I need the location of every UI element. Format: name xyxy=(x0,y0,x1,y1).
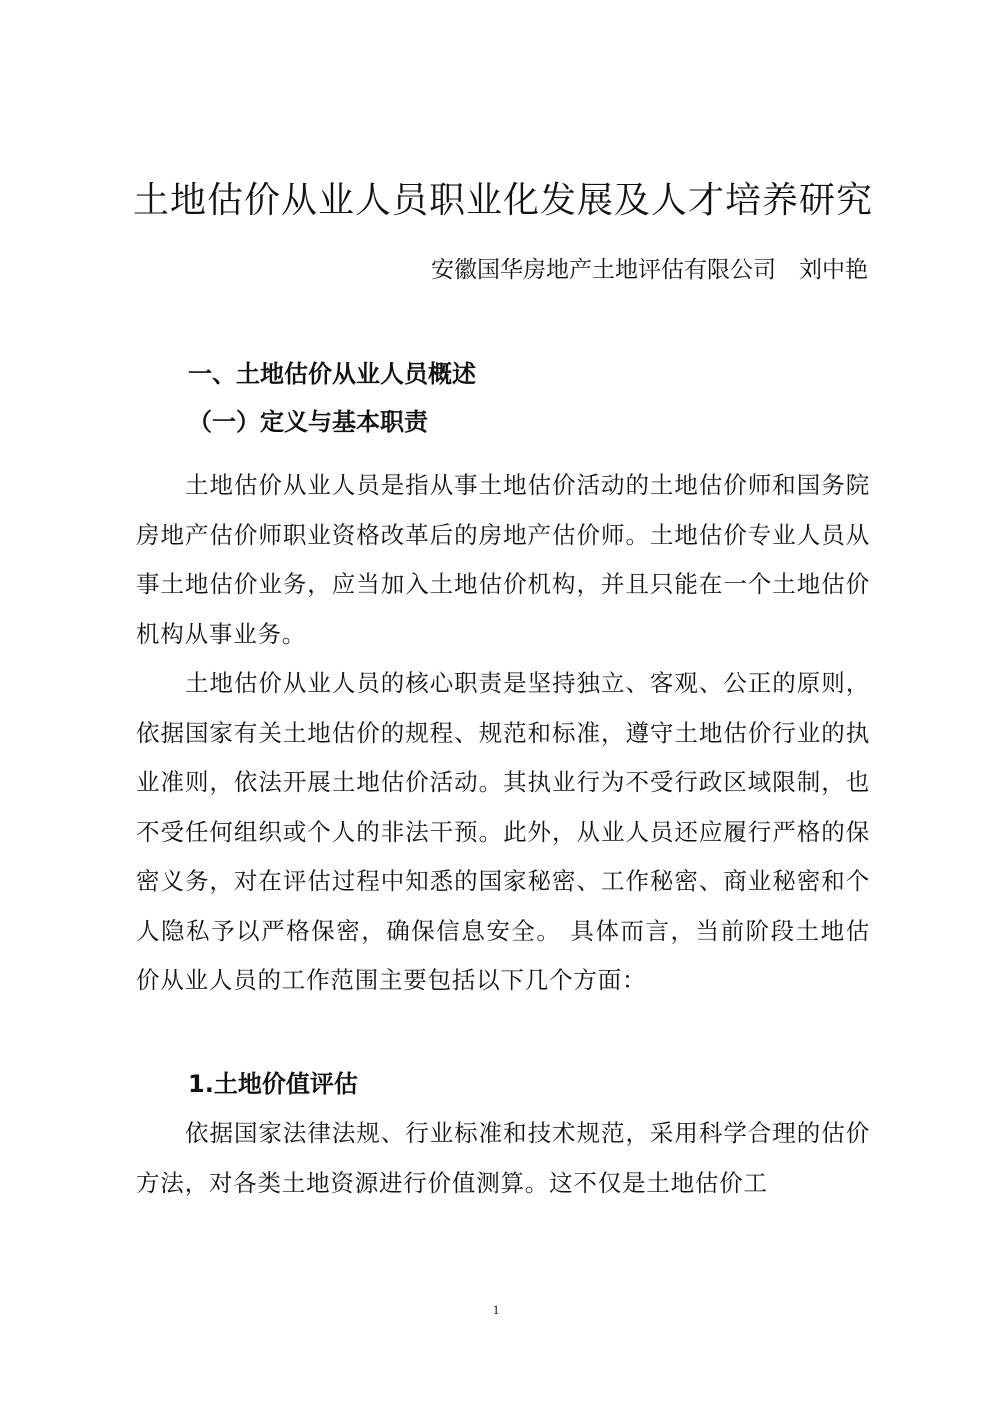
item-heading: 1.土地价值评估 xyxy=(188,1070,358,1098)
document-title: 土地估价从业人员职业化发展及人才培养研究 xyxy=(133,180,874,221)
paragraph-definition: 土地估价从业人员是指从事土地估价活动的土地估价师和国务院房地产估价师职业资格改革后的房地产估价师。土地估价专业人员从事土地估价业务，应当加入土地估价机构，并且只能在一个土地估价机构从事业务。 xyxy=(136,471,870,648)
subsection-heading: （一）定义与基本职责 xyxy=(188,408,428,436)
paragraph-land-valuation: 依据国家法律法规、行业标准和技术规范，采用科学合理的估价方法，对各类土地资源进行价值测算。这不仅是土地估价工 xyxy=(136,1119,870,1197)
author-line: 安徽国华房地产土地评估有限公司 刘中艳 xyxy=(431,257,868,283)
section-heading: 一、土地估价从业人员概述 xyxy=(188,360,476,388)
page-number: 1 xyxy=(492,1302,500,1317)
paragraph-duties: 土地估价从业人员的核心职责是坚持独立、客观、公正的原则，依据国家有关土地估价的规程、规范和标准，遵守土地估价行业的执业准则，依法开展土地估价活动。其执业行为不受行政区域限制，也不受任何组织或个人的非法干预。此外，从业人员还应履行严格的保密义务，对在评估过程中知悉的国家秘密、工作秘密、商业秘密和个人隐私予以严格保密，确保信息安全。 具体而言，当前阶段土地估价从业人员的工作范围主要包括以下几个方面： xyxy=(136,669,870,994)
